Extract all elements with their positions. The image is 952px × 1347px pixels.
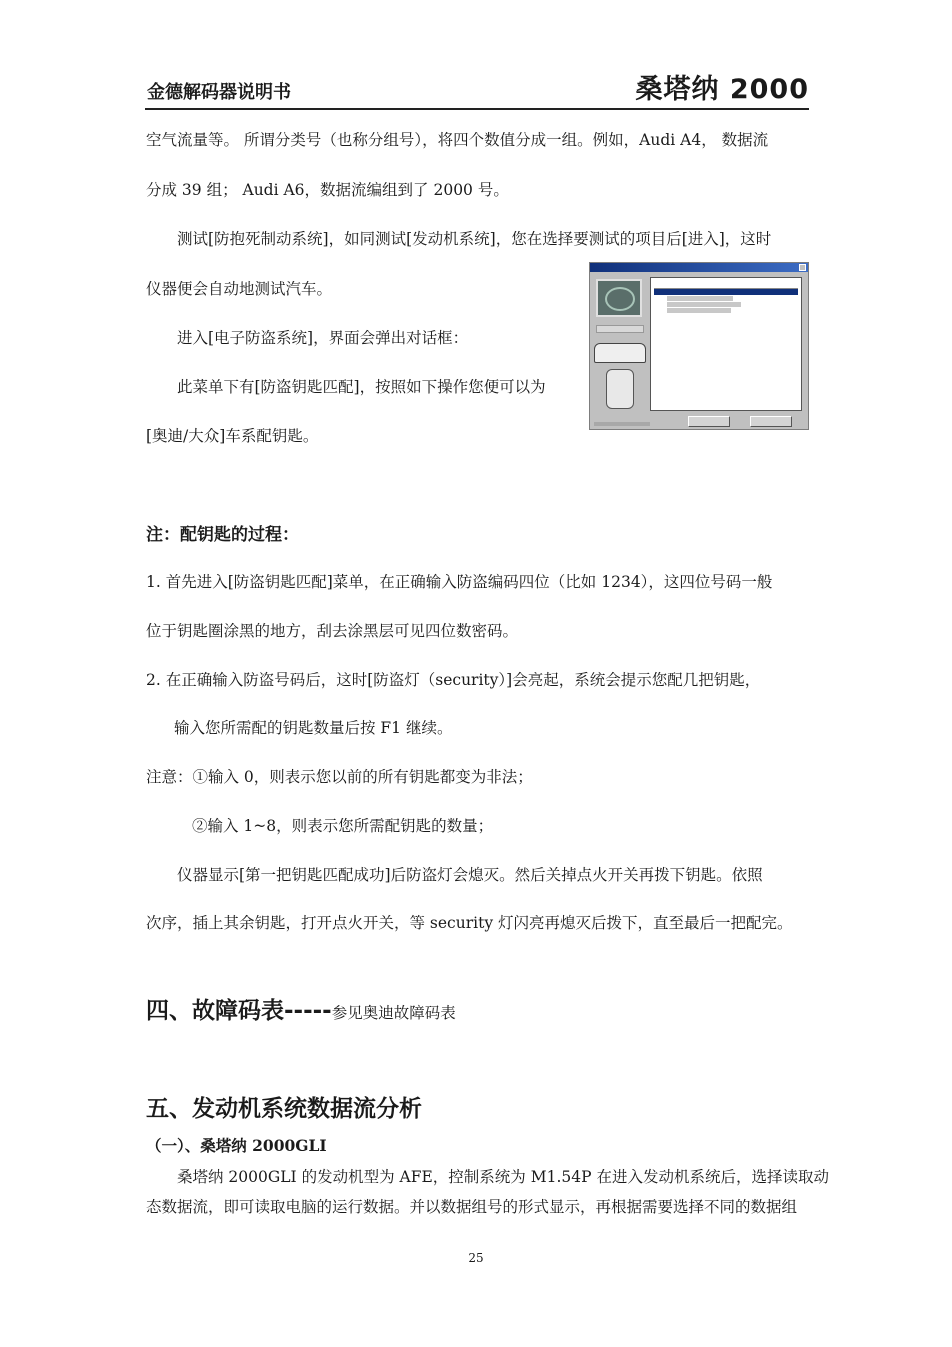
screenshot-menu-panel (650, 277, 802, 411)
note-line: ②输入 1~8，则表示您所需配钥匙的数量； (192, 817, 494, 835)
screenshot-ok-button (688, 416, 730, 427)
vehicle-title: 桑塔纳 2000 (635, 74, 809, 105)
screenshot-status (594, 422, 650, 426)
page-number: 25 (468, 1251, 484, 1265)
note-line: 次序，插上其余钥匙，打开点火开关，等 security 灯闪亮再熄灭后拨下，直至最后一把配完。 (146, 914, 793, 932)
screenshot-menu-item (667, 302, 741, 307)
note-line: 2. 在正确输入防盗号码后，这时[防盗灯（security）]会亮起，系统会提示您配几把钥匙， (146, 671, 761, 689)
screenshot-titlebar (590, 263, 808, 272)
paragraph-line: 此菜单下有[防盗钥匙匹配]，按照如下操作您便可以为 (177, 378, 546, 396)
section-4-heading (146, 992, 456, 1025)
manual-title: 金德解码器说明书 (147, 82, 291, 103)
page-header (145, 68, 809, 110)
section-5-line: 态数据流，即可读取电脑的运行数据。并以数据组号的形式显示，再根据需要选择不同的数据组 (146, 1198, 798, 1216)
paragraph-line: 进入[电子防盗系统]，界面会弹出对话框： (177, 329, 469, 347)
obd-connector-icon (606, 369, 634, 409)
paragraph-line: 仪器便会自动地测试汽车。 (146, 280, 333, 298)
paragraph-line: 分成 39 组； Audi A6，数据流编组到了 2000 号。 (146, 181, 509, 199)
note-heading: 注：配钥匙的过程： (146, 525, 299, 545)
paragraph-line: 空气流量等。 所谓分类号（也称分组号），将四个数值分成一组。例如，Audi A4， 数据流 (146, 131, 769, 149)
section-5-subheading: （一）、桑塔纳 2000GLI (146, 1136, 327, 1155)
paragraph-line: [奥迪/大众]车系配钥匙。 (146, 427, 319, 445)
screenshot-menu-item (667, 296, 733, 301)
section-4-title: 四、故障码表----- (146, 998, 332, 1024)
screenshot-menu-header (654, 281, 798, 289)
screenshot-cancel-button (750, 416, 792, 427)
section-5-line: 桑塔纳 2000GLI 的发动机型为 AFE，控制系统为 M1.54P 在进入发动机系统后，选择读取动 (177, 1168, 829, 1186)
screenshot-menu-item-selected (654, 289, 798, 295)
section-5-heading: 五、发动机系统数据流分析 (146, 1096, 422, 1122)
paragraph-line: 测试[防抱死制动系统]，如同测试[发动机系统]，您在选择要测试的项目后[进入]，这时 (177, 230, 772, 248)
note-line: 输入您所需配的钥匙数量后按 F1 继续。 (174, 719, 453, 737)
note-line: 1. 首先进入[防盗钥匙匹配]菜单，在正确输入防盗编码四位（比如 1234），这四位号码一般 (146, 573, 773, 591)
screenshot-menu-item (667, 308, 731, 313)
note-line: 注意：①输入 0，则表示您以前的所有钥匙都变为非法； (146, 768, 533, 786)
note-line: 仪器显示[第一把钥匙匹配成功]后防盗灯会熄灭。然后关掉点火开关再拨下钥匙。依照 (177, 866, 763, 884)
screenshot-label (596, 325, 644, 333)
software-screenshot (589, 262, 809, 430)
car-icon (594, 343, 646, 363)
monitor-icon (596, 279, 642, 317)
section-4-reference: 参见奥迪故障码表 (331, 1004, 456, 1022)
note-line: 位于钥匙圈涂黑的地方，刮去涂黑层可见四位数密码。 (146, 622, 519, 640)
close-icon (799, 264, 806, 271)
